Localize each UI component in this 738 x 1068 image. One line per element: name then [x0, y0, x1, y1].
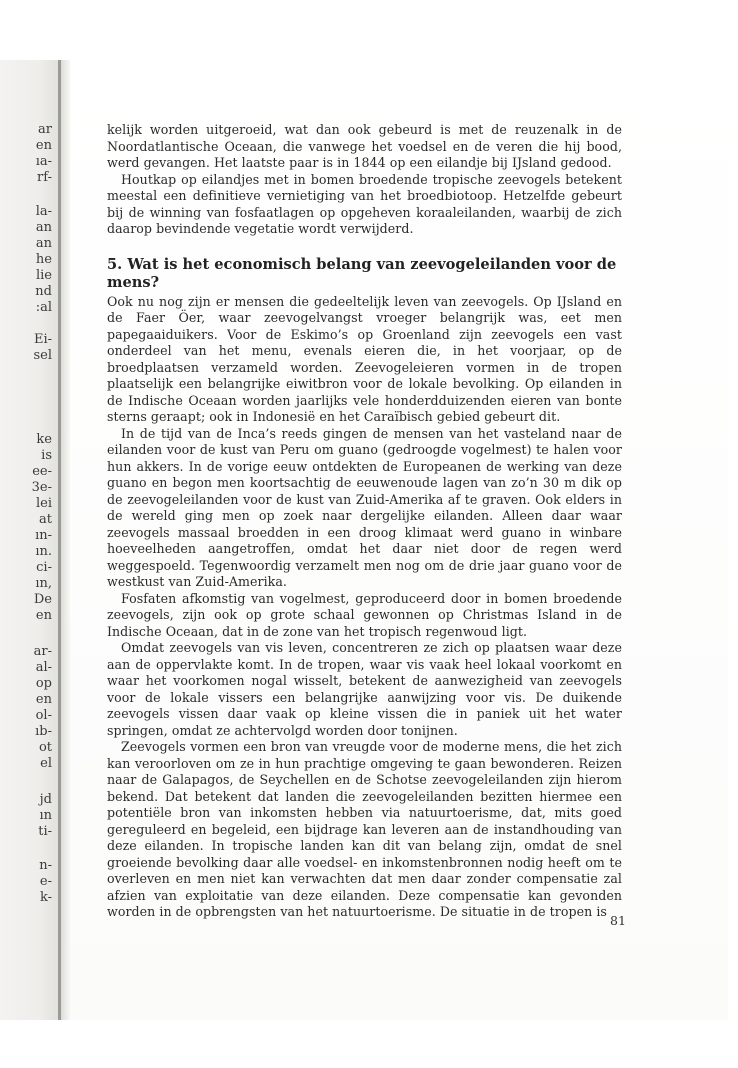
- book-spine-shadow: [58, 60, 61, 1020]
- left-page-fragment: ın-: [35, 528, 52, 543]
- left-page-fragment: al-: [35, 660, 52, 675]
- book-page: [70, 60, 728, 1020]
- left-page-fragment: en: [35, 608, 52, 623]
- left-page-fragment: ol-: [35, 708, 52, 723]
- page-text: [107, 122, 622, 921]
- page-number: 81: [610, 913, 626, 928]
- left-page-fragment: Ei-: [33, 332, 52, 347]
- paragraph: kelijk worden uitgeroeid, wat dan ook gebeurd is met de reuzenalk in de Noordatlantische Oceaan, die vanwege het voedsel en de veren die hij bood, werd gevangen. Het laatste paar is in 1844 op een eilandje bij IJsland gedood.: [107, 122, 622, 170]
- left-page-fragment: la-: [35, 204, 52, 219]
- left-page-fragment: k-: [39, 890, 52, 905]
- left-page-fragment: lie: [35, 268, 52, 283]
- left-page-fragment: an: [35, 220, 52, 235]
- left-page-fragment: ın.: [35, 544, 52, 559]
- left-page-fragment: en: [35, 692, 52, 707]
- paragraph: Houtkap op eilandjes met in bomen broedende tropische zeevogels betekent meestal een definitieve vernietiging van het broedbiotoop. Hetzelfde gebeurt bij de winning van fosfaatlagen op opgeheven koraaleilanden, waarbij de zich daarop bevindende vegetatie wordt verwijderd.: [107, 171, 622, 236]
- left-page-fragment: jd: [39, 792, 52, 807]
- left-page-fragment: ar: [38, 122, 52, 137]
- left-page-fragment: ti-: [38, 824, 52, 839]
- paragraph: Zeevogels vormen een bron van vreugde voor de moderne mens, die het zich kan veroorloven om ze in hun prachtige omgeving te gaan bewonderen. Reizen naar de Galapagos, de Seychellen en de Schotse zeevogeleilanden zijn hierom bekend. Dat betekent dat landen die zeevogeleilanden bezitten hiermee een potentiële bron van inkomsten hebben via natuurtoerisme, dat, mits goed gereguleerd en begeleid, een bijdrage kan leveren aan de instandhouding van deze eilanden. In tropische landen kan dit van belang zijn, omdat de snel groeiende bevolking daar alle voedsel- en inkomstenbronnen nodig heeft om te overleven en men niet kan verwachten dat men daar zonder compensatie zal afzien van exploitatie van deze eilanden. Deze compensatie kan gevonden worden in de opbrengsten van het natuurtoerisme. De situatie in de tropen is: [107, 739, 622, 919]
- left-page-fragment: ar-: [33, 644, 52, 659]
- left-page-fragment: sel: [33, 348, 52, 363]
- left-page-fragment: rf-: [37, 170, 52, 185]
- left-page-fragment: :al: [35, 300, 52, 315]
- left-page-fragment: ın: [39, 808, 52, 823]
- section-heading: 5. Wat is het economisch belang van zeevogeleilanden voor de mens?: [107, 255, 617, 291]
- left-page-fragment: ıb-: [35, 724, 52, 739]
- paragraph: Ook nu nog zijn er mensen die gedeeltelijk leven van zeevogels. Op IJsland en de Faer Öer, waar zeevogelvangst vroeger belangrijk was, eet men papegaaiduikers. Voor de Eskimo’s op Groenland zijn zeevogels een vast onderdeel van het menu, evenals eieren die, in het voorjaar, op de broedplaatsen verzameld worden. Zeevogeleieren vormen in de tropen plaatselijk een belangrijke eiwitbron voor de lokale bevolking. Op eilanden in de Indische Oceaan worden jaarlijks vele honderdduizenden eieren van bonte sterns geraapt; ook in Indonesië en het Caraïbisch gebied gebeurt dit.: [107, 293, 622, 424]
- left-page-fragment: nd: [35, 284, 52, 299]
- left-page-fragment: el: [40, 756, 52, 771]
- left-page-fragment: en: [35, 138, 52, 153]
- left-page-fragment: e-: [39, 874, 52, 889]
- left-page-fragment: is: [41, 448, 52, 463]
- left-page-fragment: ee-: [32, 464, 52, 479]
- left-page-fragment: De: [33, 592, 52, 607]
- left-page-fragment: ıa-: [35, 154, 52, 169]
- left-page-fragment: op: [35, 676, 52, 691]
- left-page-fragment: he: [35, 252, 52, 267]
- left-page-fragment: 3e-: [31, 480, 52, 495]
- left-page-fragment: ot: [38, 740, 52, 755]
- left-page-fragment: n-: [39, 858, 52, 873]
- left-page-fragment: ci-: [36, 560, 52, 575]
- left-page-edge: [0, 60, 58, 1020]
- left-page-fragment: at: [39, 512, 52, 527]
- paragraph: In de tijd van de Inca’s reeds gingen de mensen van het vasteland naar de eilanden voor de kust van Peru om guano (gedroogde vogelmest) te halen voor hun akkers. In de vorige eeuw ontdekten de Europeanen de werking van deze guano en begon men koortsachtig de eeuwenoude lagen van zo’n 30 m dik op de zeevogeleilanden voor de kust van Zuid-Amerika af te graven. Ook elders in de wereld ging men op zoek naar dergelijke eilanden. Alleen daar waar zeevogels massaal broedden in een droog klimaat werd guano in winbare hoeveelheden aangetroffen, omdat het daar niet door de regen werd weggespoeld. Tegenwoordig verzamelt men nog om de drie jaar guano voor de westkust van Zuid-Amerika.: [107, 425, 622, 589]
- left-page-fragment: lei: [35, 496, 52, 511]
- left-page-fragment: an: [35, 236, 52, 251]
- paragraph: Omdat zeevogels van vis leven, concentreren ze zich op plaatsen waar deze aan de oppervlakte komt. In de tropen, waar vis vaak heel lokaal voorkomt en waar het voorkomen nogal wisselt, betekent de aanwezigheid van zeevogels voor de lokale vissers een belangrijke aanwijzing voor vis. De duikende zeevogels vissen daar vaak op kleine vissen die in paniek uit het water springen, omdat ze achtervolgd worden door tonijnen.: [107, 640, 622, 738]
- left-page-fragment: ke: [36, 432, 52, 447]
- left-page-fragment: ın,: [35, 576, 52, 591]
- paragraph: Fosfaten afkomstig van vogelmest, geproduceerd door in bomen broedende zeevogels, zijn ook op grote schaal gewonnen op Christmas Island in de Indische Oceaan, dat in de zone van het tropisch regenwoud ligt.: [107, 590, 622, 639]
